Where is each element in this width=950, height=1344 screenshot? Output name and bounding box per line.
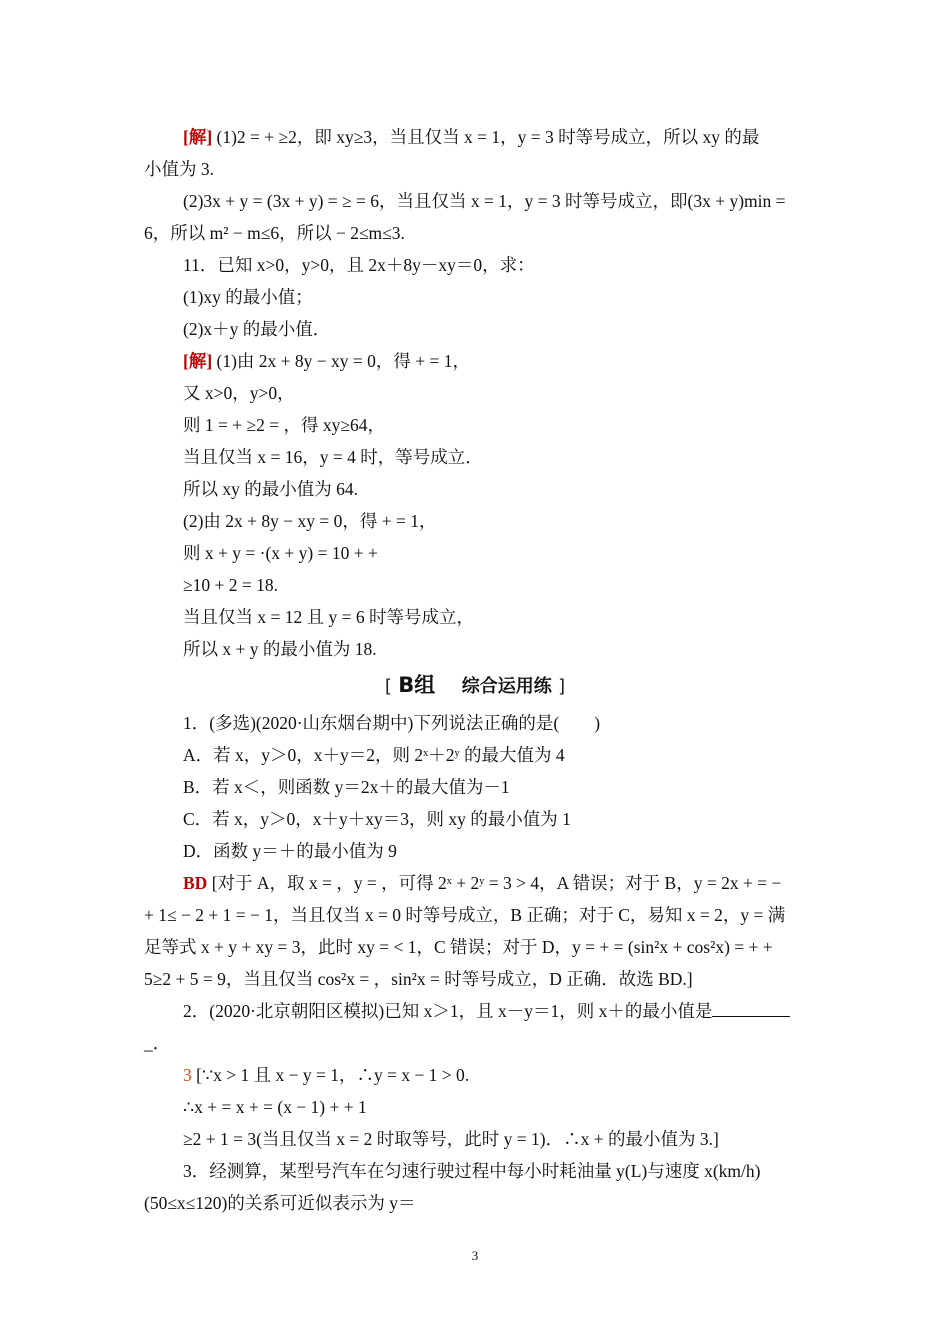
- solution-11-line7: 则 x + y = ·(x + y) = 10 + +: [183, 543, 378, 563]
- solution-11-line10: 所以 x + y 的最小值为 18.: [183, 639, 377, 659]
- answer-b1-line2: + 1≤ − 2 + 1 = − 1，当且仅当 x = 0 时等号成立，B 正确；对于 C，易知 x = 2，y = 满: [144, 905, 786, 925]
- section-heading: [0, 672, 950, 700]
- solution-10-part2-line1: (2)3x + y = (3x + y) = ≥ = 6，当且仅当 x = 1，y = 3 时等号成立，即(3x + y)min =: [183, 191, 786, 211]
- problem-b3-line2: (50≤x≤120)的关系可近似表示为 y＝: [144, 1193, 416, 1213]
- answer-b1-line4: 5≥2 + 5 = 9，当且仅当 cos²x = ，sin²x = 时等号成立，D 正确．故选 BD.]: [144, 969, 693, 989]
- problem-11-part2: (2)x＋y 的最小值．: [183, 319, 331, 339]
- answer-b2-line1: 3 [∵x > 1 且 x − y = 1，∴y = x − 1 > 0.: [183, 1065, 470, 1085]
- answer-blank: [712, 1001, 790, 1017]
- solution-11-line4: 当且仅当 x = 16，y = 4 时，等号成立．: [183, 447, 483, 467]
- problem-b3-line1: 3．经测算，某型号汽车在匀速行驶过程中每小时耗油量 y(L)与速度 x(km/h): [183, 1161, 761, 1181]
- answer-label: 3: [183, 1065, 192, 1085]
- page-number: 3: [471, 1248, 479, 1263]
- problem-b2-stem-end: _．: [144, 1033, 171, 1053]
- solution-10-part1-line1: [解] (1)2 = + ≥2，即 xy≥3，当且仅当 x = 1，y = 3 时等号成立，所以 xy 的最: [183, 127, 760, 147]
- section-group: B组: [398, 673, 436, 697]
- section-title: 综合运用练: [461, 676, 552, 697]
- problem-b1-option-c: C．若 x，y＞0，x＋y＋xy＝3，则 xy 的最小值为 1: [183, 809, 571, 829]
- answer-label: BD: [183, 873, 208, 893]
- problem-b1-option-d: D．函数 y＝＋的最小值为 9: [183, 841, 397, 861]
- solution-11-line3: 则 1 = + ≥2 = ，得 xy≥64，: [183, 415, 385, 435]
- answer-b1-line3: 足等式 x + y + xy = 3，此时 xy = < 1，C 错误；对于 D，y = + = (sin²x + cos²x) = + +: [144, 937, 773, 957]
- solution-11-line8: ≥10 + 2 = 18.: [183, 575, 278, 595]
- problem-b1-stem: 1．(多选)(2020·山东烟台期中)下列说法正确的是( ): [183, 713, 601, 733]
- solution-11-line5: 所以 xy 的最小值为 64.: [183, 479, 358, 499]
- solution-11-line2: 又 x>0，y>0，: [183, 383, 295, 403]
- section-bracket-open: [: [384, 676, 392, 697]
- problem-b2-stem: 2．(2020·北京朝阳区模拟)已知 x＞1，且 x－y＝1，则 x＋的最小值是: [183, 1000, 790, 1022]
- problem-b1-option-a: A．若 x，y＞0，x＋y＝2，则 2ˣ＋2ʸ 的最大值为 4: [183, 745, 565, 765]
- solution-11-line6: (2)由 2x + 8y − xy = 0，得 + = 1，: [183, 511, 437, 531]
- problem-11-stem: 11．已知 x>0，y>0，且 2x＋8y－xy＝0，求：: [183, 255, 535, 275]
- solution-11-line9: 当且仅当 x = 12 且 y = 6 时等号成立，: [183, 607, 474, 627]
- solution-11-line1: [解] (1)由 2x + 8y − xy = 0，得 + = 1，: [183, 351, 471, 371]
- solution-label: [解]: [183, 127, 213, 147]
- problem-11-part1: (1)xy 的最小值；: [183, 287, 313, 307]
- solution-10-part2-line2: 6，所以 m² − m≤6，所以 − 2≤m≤3.: [144, 223, 405, 243]
- answer-b2-line2: ∴x + = x + = (x − 1) + + 1: [183, 1097, 367, 1117]
- answer-b2-line3: ≥2 + 1 = 3(当且仅当 x = 2 时取等号，此时 y = 1)．∴x + 的最小值为 3.]: [183, 1129, 719, 1149]
- solution-label: [解]: [183, 351, 213, 371]
- section-bracket-close: ]: [558, 676, 566, 697]
- problem-b1-option-b: B．若 x＜，则函数 y＝2x＋的最大值为－1: [183, 777, 510, 797]
- solution-10-part1-line2: 小值为 3.: [144, 159, 214, 179]
- answer-b1-line1: BD [对于 A，取 x = ，y = ，可得 2ˣ + 2ʸ = 3 > 4，A 错误；对于 B，y = 2x + = −: [183, 873, 782, 893]
